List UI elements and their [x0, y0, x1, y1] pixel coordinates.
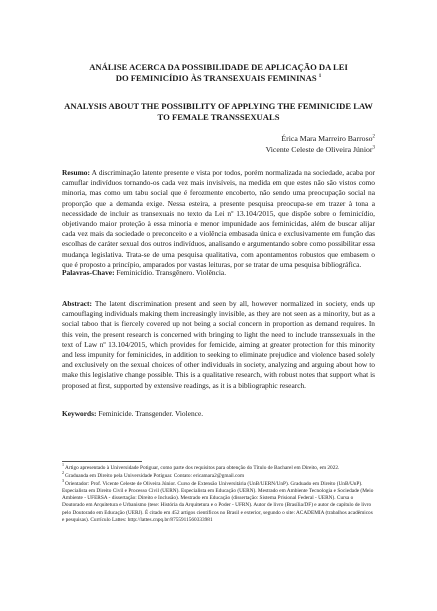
footnote-divider — [62, 461, 142, 462]
footnote-3-mark: 3 — [62, 477, 64, 483]
title-pt-line-2 — [62, 73, 375, 84]
abstract-text: The latent discrimination present and seen by all, however normalized in society, ends up camouflaging individuals making them increasingly invisible, as they are not seen as a minority, but as a social taboo that is fiercely covered up not being a social concern in proportion as demand requires. In this vein, the present research is concerned with bringing to light the need to include transsexuals in the text of Law nº 13.104/2015, which provides for femicide, aiming at greater protection for this minority and less impunity for feminicides, in addition to seeking to eliminate prejudice and violence based solely and exclusively on the sexual choices of other individuals in society, analyzing and arguing about how to make this legislative change possible. This is a qualitative research, with robust notes that support what is proposed at first, supported by extensive readings, as it is a bibliographic research. — [62, 299, 375, 390]
keywords-en-text: Feminicide. Transgender. Violence. — [96, 409, 204, 418]
abstract-paragraph — [62, 299, 375, 391]
title-pt-line-2-text: DO FEMINICÍDIO ÀS TRANSEXUAIS FEMININAS — [115, 73, 317, 83]
title-en-line-2: TO FEMALE TRANSSEXUALS — [157, 112, 280, 122]
footnote-1-text: Artigo apresentado à Universidade Potiguar, como parte dos requisitos para obtenção do Título de Bacharel em Direito, em 2022. — [65, 465, 340, 471]
title-pt-line-1: ANÁLISE ACERCA DA POSSIBILIDADE DE APLICAÇÃO DA LEI — [89, 62, 348, 72]
footnote-2-mark: 2 — [62, 470, 64, 476]
author-1 — [266, 134, 375, 145]
author-2-footnote-mark[interactable]: 3 — [372, 144, 375, 150]
author-2-name: Vicente Celeste de Oliveira Júnior — [265, 144, 373, 154]
resumo-paragraph — [62, 168, 375, 270]
resumo-label: Resumo: — [62, 168, 90, 177]
footnote-2-text: Graduanda em Direito pela Universidade Potiguar. Contato: ericamara2@gmail.com — [65, 472, 245, 479]
author-1-name: Érica Mara Marreiro Barroso — [281, 134, 373, 143]
abstract-label: Abstract: — [62, 299, 92, 308]
title-en-line-1: ANALYSIS ABOUT THE POSSIBILITY OF APPLYING THE FEMINICIDE LAW — [64, 101, 373, 111]
footnote-2 — [62, 470, 375, 480]
footnote-1-mark: 1 — [62, 462, 64, 468]
keywords-pt-label: Palavras-Chave: — [62, 268, 115, 277]
footnotes-block — [62, 462, 375, 525]
footnote-3-text: Orientador: Prof. Vicente Celeste de Oliveira Júnior. Curso de Extensão Universitária (UnB/UERN/UnP). Graduado em Direito (UnB/UnP). Especialista em Direito Civil e Processo Civil (UERN). Especialista em Educação (UERN). Mestrado em Ambiente Tecnologia e Sociedade (Meio Ambiente - UFERSA - dissertação: Direito e Inclusão). Mestrado em Educação (dissertação: Sistema Prisional Federal - UERN). Cursa o Doutorado em Arquitetura e Urbanismo (tese: História da Arquitetura e o Poder - UFRN). Autor de livro (Brasília/DF) e autor de capítulo de livro pelo Doutorado em Educação (UERJ). É citado em 452 artigos científicos no Brasil e exterior, segundo o site: ACADEMIA (trabalhos acadêmicos e pesquisas). Currículo Lattes: http://lattes.cnpq.br/8755911560333981 — [62, 480, 374, 524]
footnote-1 — [62, 462, 375, 472]
keywords-pt-text: Feminicídio. Transgênero. Violência. — [114, 268, 227, 277]
keywords-pt — [62, 268, 375, 278]
keywords-en-label: Keywords: — [62, 409, 97, 418]
keywords-en — [62, 409, 375, 419]
author-2 — [266, 145, 375, 156]
title-portuguese — [62, 62, 375, 84]
resumo-text: A discriminação latente presente e vista por todos, porém normalizada na sociedade, acaba por camuflar indivíduos tornando-os cada vez mais invisíveis, na medida em que estes não são vistos como minoria, mas como um tabu social que é ferozmente encoberto, não sendo uma preocupação social na proporção que a demanda exige. Nessa esteira, a presente pesquisa preocupa-se em trazer à tona a necessidade de incluir as transexuais no texto da Lei nº 13.104/2015, que dispõe sobre o feminicídio, objetivando maior proteção à essa minoria e menor impunidade aos feminicidas, além de buscar alijar cada vez mais da sociedade o preconceito e a violência embasada única e exclusivamente em função das escolhas de caráter sexual dos outros indivíduos, analisando e argumentando sobre como possibilitar essa mudança legislativa. Trata-se de uma pesquisa qualitativa, com apontamentos robustos que embasem o que é proposto a princípio, amparados por vastas leituras, por se tratar de uma pesquisa bibliográfica. — [62, 168, 375, 269]
author-1-footnote-mark[interactable]: 2 — [372, 134, 375, 140]
footnote-3 — [62, 477, 375, 525]
title-english — [62, 101, 375, 123]
title-footnote-mark[interactable]: 1 — [318, 74, 322, 80]
authors-block — [266, 134, 375, 155]
